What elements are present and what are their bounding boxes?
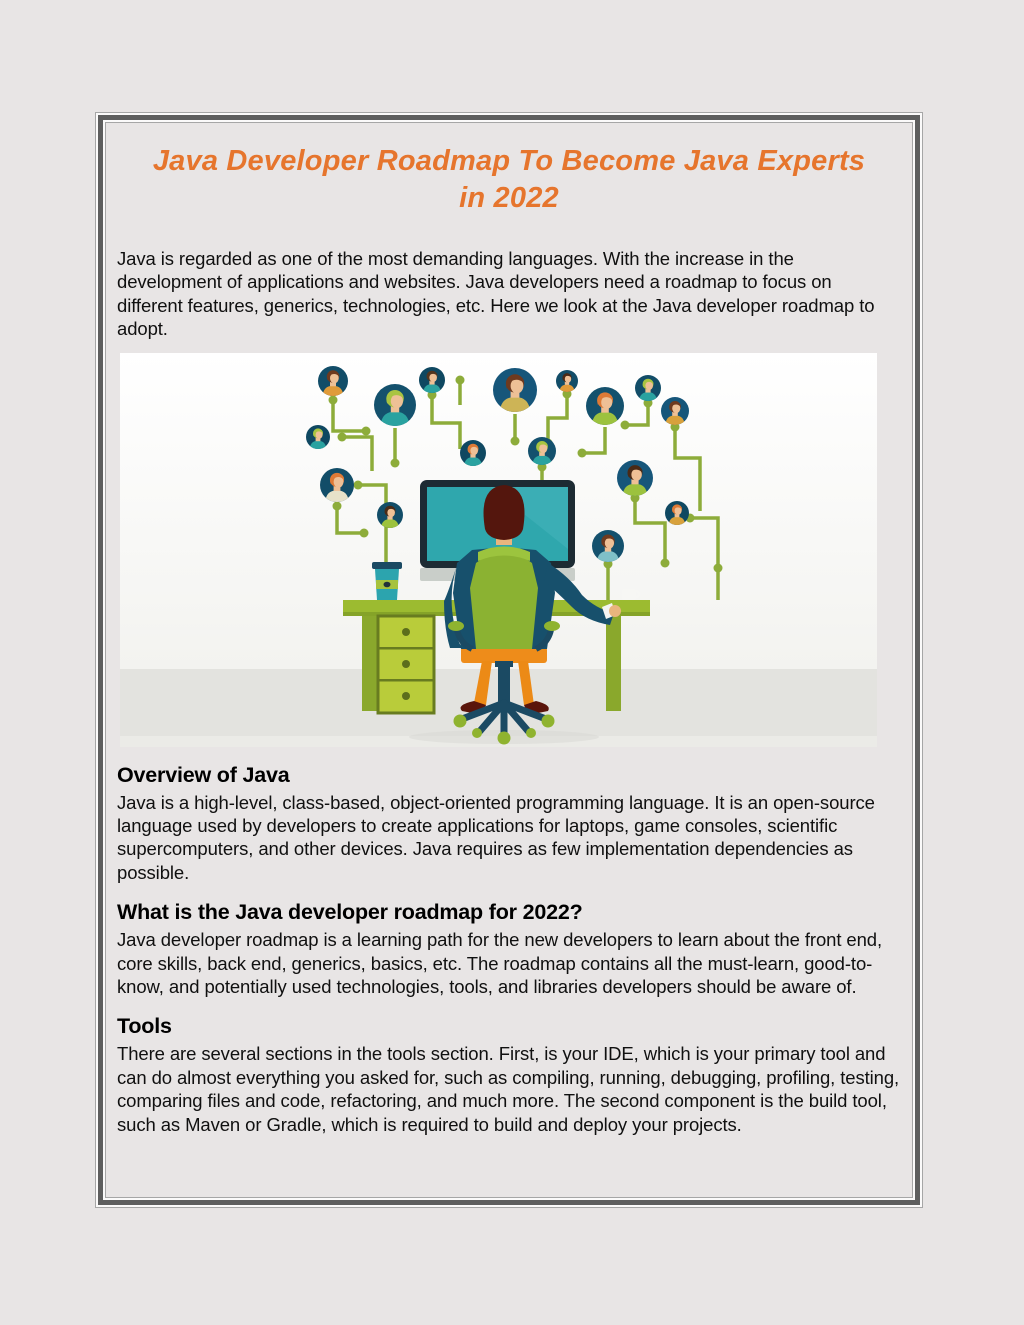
section-roadmap-heading: What is the Java developer roadmap for 2022? bbox=[117, 900, 583, 925]
hero-illustration bbox=[120, 353, 877, 747]
section-tools-body: There are several sections in the tools section. First, is your IDE, which is your primary tool and can do almost everything you asked for, such as compiling, running, debugging, profiling, testing, comparing files and code, refactoring, and much more. The second component is the build tool, such as Maven or Gradle, which is required to build and deploy your projects. bbox=[117, 1043, 900, 1135]
page-title-line2: in 2022 bbox=[459, 182, 559, 214]
intro-paragraph: Java is regarded as one of the most demanding languages. With the increase in the development of applications and websites. Java developers need a roadmap to focus on different features, generics, technologies, etc. Here we look at the Java developer roadmap to adopt. bbox=[117, 248, 875, 340]
section-roadmap bbox=[117, 899, 901, 998]
document-sheet bbox=[98, 115, 920, 1205]
page-title-line1: Java Developer Roadmap To Become Java Experts bbox=[152, 145, 866, 177]
section-roadmap-body: Java developer roadmap is a learning path for the new developers to learn about the front end, core skills, back end, generics, basics, etc. The roadmap contains all the must-learn, good-to-know, and potentially used technologies, tools, and libraries developers should be aware of. bbox=[117, 929, 883, 998]
section-tools-heading: Tools bbox=[117, 1014, 172, 1039]
section-overview-body: Java is a high-level, class-based, object-oriented programming language. It is an open-source language used by developers to create applications for laptops, game consoles, scientific supercomputers, and other devices. Java requires as few implementation dependencies as possible. bbox=[117, 791, 875, 883]
section-tools bbox=[117, 1013, 901, 1136]
section-overview bbox=[117, 762, 901, 885]
page-title bbox=[117, 143, 901, 217]
drawer-unit-icon bbox=[378, 616, 434, 713]
hero-illustration-svg bbox=[120, 353, 877, 747]
section-overview-heading: Overview of Java bbox=[117, 762, 290, 787]
